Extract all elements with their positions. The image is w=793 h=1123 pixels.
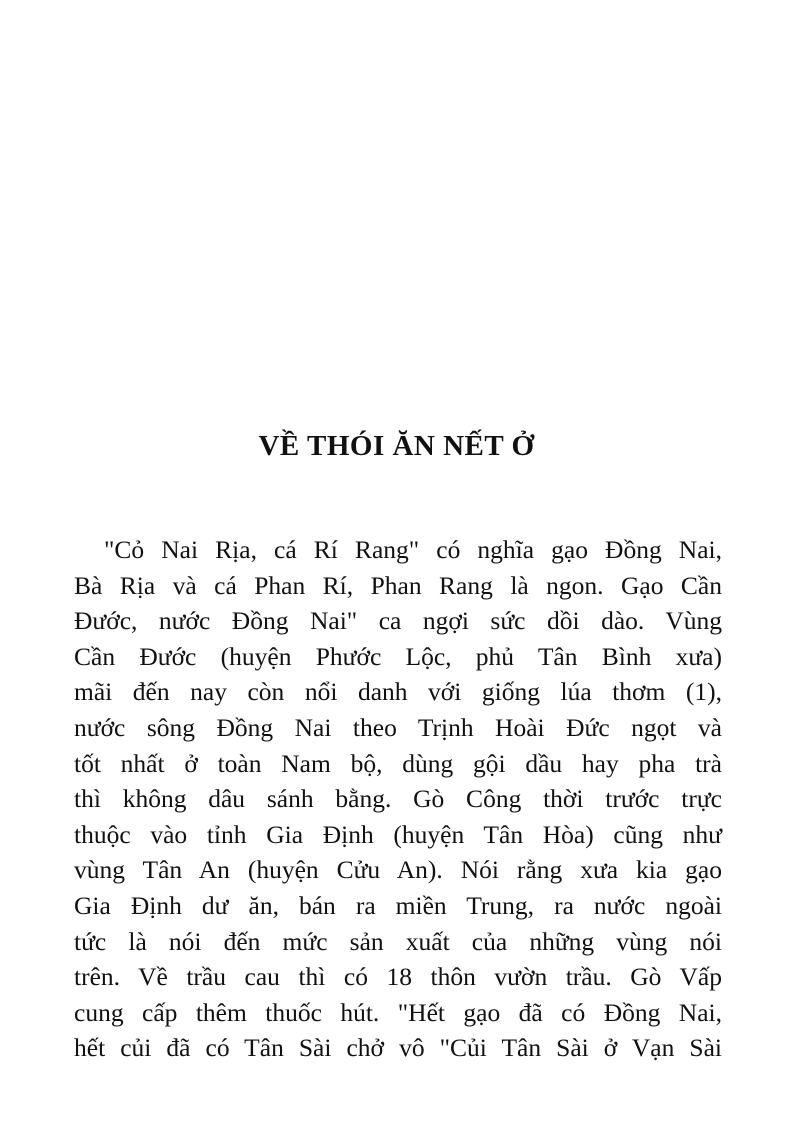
text-line: Đước, nước Đồng Nai" ca ngợi sức dồi dào. Vùng	[74, 606, 722, 636]
text-line: mãi đến nay còn nổi danh với giống lúa thơm (1),	[74, 677, 722, 707]
text-line: nước sông Đồng Nai theo Trịnh Hoài Đức ngọt và	[74, 712, 722, 742]
text-line: Cần Đước (huyện Phước Lộc, phủ Tân Bình xưa)	[74, 641, 722, 671]
text-line: thuộc vào tỉnh Gia Định (huyện Tân Hòa) cũng như	[74, 819, 722, 849]
text-line: cung cấp thêm thuốc hút. "Hết gạo đã có Đồng Nai,	[74, 997, 722, 1027]
text-line: tức là nói đến mức sản xuất của những vùng nói	[74, 926, 722, 956]
text-line: trên. Về trầu cau thì có 18 thôn vườn trầu. Gò Vấp	[74, 962, 722, 992]
text-line: tốt nhất ở toàn Nam bộ, dùng gội dầu hay pha trà	[74, 748, 722, 778]
text-line: vùng Tân An (huyện Cửu An). Nói rằng xưa kia gạo	[74, 855, 722, 885]
body-paragraph	[74, 532, 722, 1066]
text-line: thì không dâu sánh bằng. Gò Công thời trước trực	[74, 784, 722, 814]
text-line: "Cỏ Nai Rịa, cá Rí Rang" có nghĩa gạo Đồng Nai,	[104, 535, 722, 564]
text-line: Bà Rịa và cá Phan Rí, Phan Rang là ngon. Gạo Cần	[74, 570, 722, 600]
text-line: Gia Định dư ăn, bán ra miền Trung, ra nước ngoài	[74, 890, 722, 920]
chapter-title: VỀ THÓI ĂN NẾT Ở	[258, 430, 535, 462]
text-line: hết củi đã có Tân Sài chở vô "Củi Tân Sài ở Vạn Sài	[74, 1033, 722, 1063]
